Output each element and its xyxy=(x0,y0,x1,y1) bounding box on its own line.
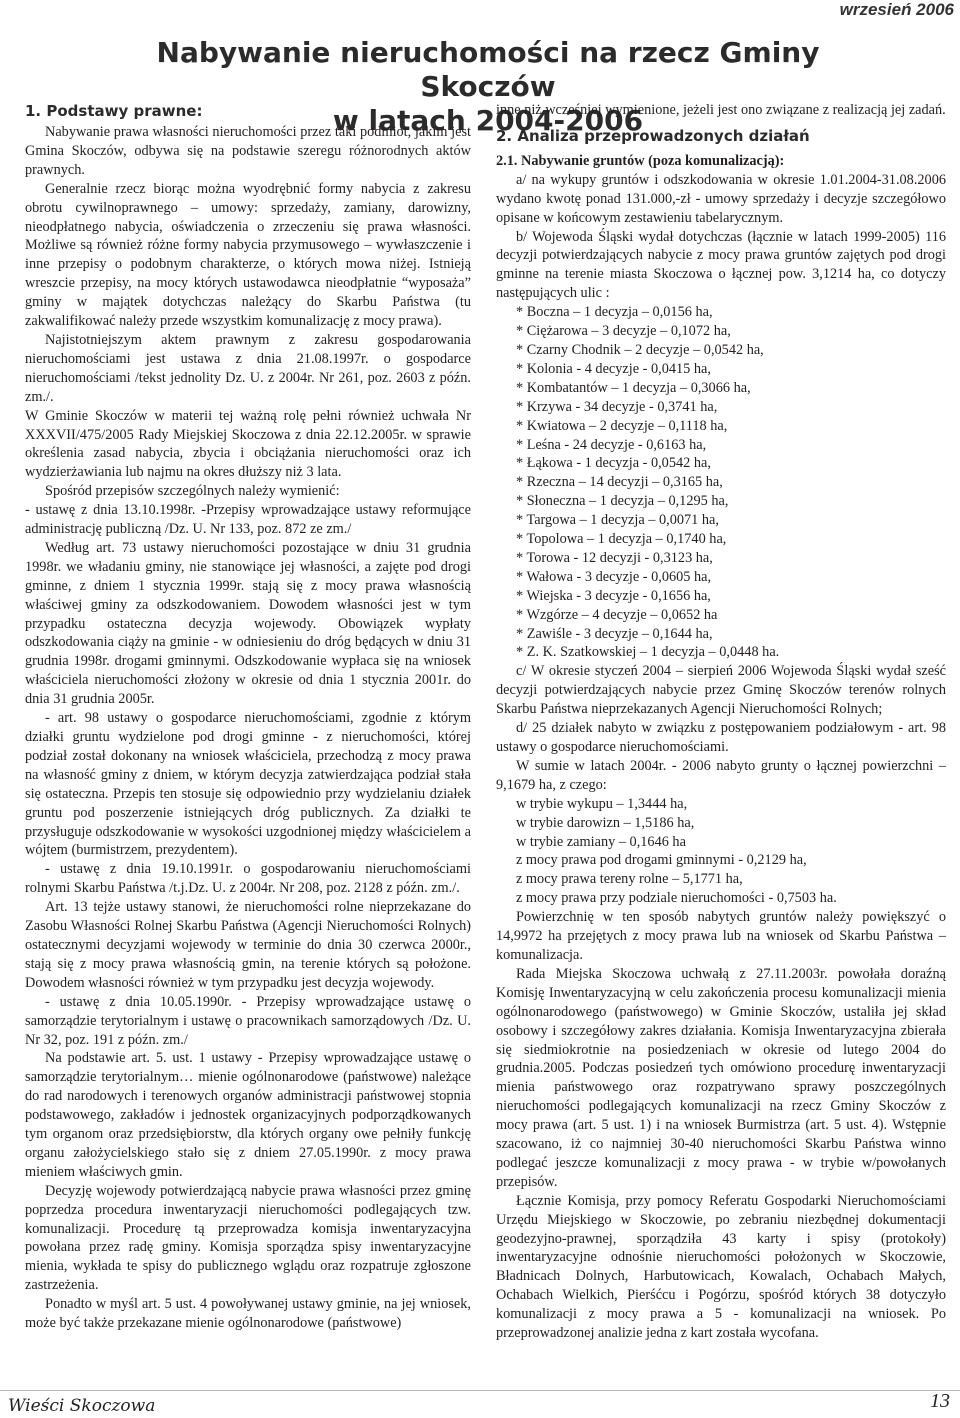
section-heading-2: 2. Analiza przeprowadzonych działań xyxy=(496,126,810,145)
right-column xyxy=(496,101,946,1343)
paragraph: Według art. 73 ustawy nieruchomości pozostające w dniu 31 grudnia 1998r. we władaniu gminy, nie stanowiące jej własności, a zajęte pod drogi gminne, z dniem 1 stycznia 1999r. stają się z mocy prawa własnością właściwej gminy za odszkodowaniem. Dowodem własności jest w tym przypadku ostateczna decyzja wojewody. Obowiązek wypłaty odszkodowania ciąży na gminie - w odniesieniu do dróg będących w dniu 31 grudnia 1998r. drogami gminnymi. Odszkodowanie wypłaca się na wniosek właściciela nieruchomości złożony w okresie od dnia 1 stycznia 2001r. do dnia 31 grudnia 2005r. xyxy=(25,539,471,708)
publication-logo: Wieści Skoczowa xyxy=(8,1396,156,1416)
paragraph: Ponadto w myśl art. 5 ust. 4 powoływanej ustawy gminie, na jej wniosek, może być także przekazane mienie ogólnonarodowe (państwowe) xyxy=(25,1296,471,1332)
list-item: * Wzgórze – 4 decyzje – 0,0652 ha xyxy=(516,606,718,623)
paragraph: W sumie w latach 2004r. - 2006 nabyto grunty o łącznej powierzchni – 9,1679 ha, z czego: xyxy=(496,757,946,793)
list-item: z mocy prawa pod drogami gminnymi - 0,2129 ha, xyxy=(516,852,807,869)
date-header: wrzesień 2006 xyxy=(839,0,954,19)
list-item: * Targowa – 1 decyzja – 0,0071 ha, xyxy=(516,512,719,529)
paragraph: c/ W okresie styczeń 2004 – sierpień 2006 Wojewoda Śląski wydał sześć decyzji potwierdzających nabycie przez Gminę Skoczów terenów rolnych Skarbu Państwa nieprzekazanych Agencji Nieruchomości Rolnych; xyxy=(496,663,946,718)
list-item: * Kolonia - 4 decyzje - 0,0415 ha, xyxy=(516,360,711,377)
paragraph: Łącznie Komisja, przy pomocy Referatu Gospodarki Nieruchomościami Urzędu Miejskiego w Skoczowie, po zebraniu niezbędnej dokumentacji geodezyjno-prawnej, sporządziła 43 karty i spisy (protokoły) inwentaryzacyjne odnośnie nieruchomości położonych w Skoczowie, Bładnicach Dolnych, Harbutowicach, Kowalach, Ochabach Małych, Ochabach Wielkich, Pierśćcu i Pogórzu, spośród których 38 dotyczyło komunalizacji z mocy prawa a 5 - komunalizacji na wniosek. Po przeprowadzonej analizie jedna z kart została wycofana. xyxy=(496,1192,946,1342)
list-item: * Kombatantów – 1 decyzja – 0,3066 ha, xyxy=(516,379,751,396)
paragraph: - art. 98 ustawy o gospodarce nieruchomościami, zgodnie z którym działki gruntu wydzielone pod drogi gminne - z nieruchomości, której podział został dokonany na wniosek właściciela, przechodzą z mocy prawa na własność gminy z dniem, w którym decyzja zatwierdzająca podział stała się ostateczna. Przepis ten stosuje się odpowiednio przy wydzielaniu działek gruntu pod poszerzenie istniejących dróg publicznych. Za działki te przysługuje odszkodowanie w wysokości uzgodnionej między właścicielem a wójtem (burmistrzem, prezydentem). xyxy=(25,710,471,859)
list-item: w trybie darowizn – 1,5186 ha, xyxy=(516,814,695,831)
paragraph: Decyzję wojewody potwierdzającą nabycie prawa własności przez gminę poprzedza procedura inwentaryzacji nieruchomości podlegających tzw. komunalizacji. Procedurę tą przeprowadza komisja inwentaryzacyjna powołana przez radę gminy. Komisja sporządza spisy inwentaryzacyjne mienia, wykłada te spisy do publicznego wglądu oraz rozpatruje zgłoszone zastrzeżenia. xyxy=(25,1182,471,1294)
paragraph: Najistotniejszym aktem prawnym z zakresu gospodarowania nieruchomościami jest ustawa z dnia 21.08.1997r. o gospodarce nieruchomościami /tekst jednolity Dz. U. z 2004r. Nr 261, poz. 2603 z późn. zm./. xyxy=(25,331,471,405)
list-item: * Topolowa – 1 decyzja – 0,1740 ha, xyxy=(516,531,727,548)
paragraph: Generalnie rzecz biorąc można wyodrębnić formy nabycia z zakresu obrotu cywilnoprawnego – umowy: sprzedaży, zamiany, darowizny, nieodpłatnego nabycia, oświadczenia o zrzeczeniu się prawa własności. Możliwe są również różne formy nabycia przymusowego – wywłaszczenie i inne przepisy o podobnym charakterze, o których mowa niżej. Istnieją wreszcie przepisy, na mocy których ustawodawca nieodpłatnie “wyposaża” gminy w majątek dotychczas należący do Skarbu Państwa (tu zakwalifikować należy przede wszystkim komunalizację z mocy prawa). xyxy=(25,180,471,330)
left-column xyxy=(25,101,471,1333)
section-heading-1: 1. Podstawy prawne: xyxy=(25,102,203,120)
list-item: w trybie wykupu – 1,3444 ha, xyxy=(516,795,688,812)
paragraph: W Gminie Skoczów w materii tej ważną rolę pełni również uchwała Nr XXXVII/475/2005 Rady Miejskiej Skoczowa z dnia 22.12.2005r. w sprawie określenia zasad nabycia, zbycia i obciążania nieruchomości oraz ich wydzierżawiania lub najmu na okres dłuższy niż 3 lata. xyxy=(25,407,471,481)
page-number: 13 xyxy=(930,1390,950,1412)
paragraph: - ustawę z dnia 19.10.1991r. o gospodarowaniu nieruchomościami rolnymi Skarbu Państwa /t.j.Dz. U. z 2004r. Nr 208, poz. 2128 z późn. zm./. xyxy=(25,861,471,897)
list-item: * Słoneczna – 1 decyzja – 0,1295 ha, xyxy=(516,493,729,510)
paragraph: Art. 13 tejże ustawy stanowi, że nieruchomości rolne nieprzekazane do Zasobu Własności Rolnej Skarbu Państwa (Agencji Nieruchomości Rolnych) ostatecznymi decyzjami wojewody w terminie do dnia 30 czerwca 2000r., stają się z mocy prawa własnością gmin, na terenie których są położone. Dowodem własności również w tym przypadku jest decyzja wojewody. xyxy=(25,899,471,991)
paragraph: a/ na wykupy gruntów i odszkodowania w okresie 1.01.2004-31.08.2006 wydano kwotę ponad 131.000,-zł - umowy sprzedaży i decyzje szczegółowo opisane w końcowym zestawieniu tabelarycznym. xyxy=(496,171,946,226)
list-item: * Ciężarowa – 3 decyzje – 0,1072 ha, xyxy=(516,323,731,340)
acquisition-mode-list xyxy=(496,795,946,908)
list-item: * Wałowa - 3 decyzje - 0,0605 ha, xyxy=(516,568,712,585)
list-item: * Czarny Chodnik – 2 decyzje – 0,0542 ha, xyxy=(516,341,764,358)
list-item: z mocy prawa tereny rolne – 5,1771 ha, xyxy=(516,871,743,888)
paragraph: - ustawę z dnia 13.10.1998r. -Przepisy wprowadzające ustawy reformujące administrację publiczną /Dz. U. Nr 133, poz. 872 ze zm./ xyxy=(25,502,471,538)
street-list xyxy=(496,303,946,662)
list-item: * Boczna – 1 decyzja – 0,0156 ha, xyxy=(516,304,713,321)
list-item: * Łąkowa - 1 decyzja - 0,0542 ha, xyxy=(516,455,711,472)
paragraph: Nabywanie prawa własności nieruchomości przez taki podmiot, jakim jest Gmina Skoczów, odbywa się na podstawie szeregu różnorodnych aktów prawnych. xyxy=(25,124,471,178)
paragraph: Na podstawie art. 5. ust. 1 ustawy - Przepisy wprowadzające ustawę o samorządzie terytorialnym… mienie ogólnonarodowe (państwowe) należące do rad narodowych i terenowych organów administracji państwowej stopnia podstawowego, zakładów i jednostek organizacyjnych podporządkowanych tym organom oraz przedsiębiorstw, dla których organy owe pełniły funkcję organu założycielskiego stało się z dniem 27.05.1990r. z mocy prawa mieniem właściwych gmin. xyxy=(25,1050,471,1180)
list-item: * Wiejska - 3 decyzje - 0,1656 ha, xyxy=(516,587,711,604)
list-item: z mocy prawa przy podziale nieruchomości - 0,7503 ha. xyxy=(516,890,837,907)
title-line-1: Nabywanie nieruchomości na rzecz Gminy Skoczów xyxy=(156,36,820,103)
paragraph: Spośród przepisów szczególnych należy wymienić: xyxy=(45,483,340,500)
list-item: * Zawiśle - 3 decyzje – 0,1644 ha, xyxy=(516,625,713,642)
paragraph: Rada Miejska Skoczowa uchwałą z 27.11.2003r. powołała doraźną Komisję Inwentaryzacyjną w celu zakończenia procesu komunalizacji mienia ogólnonarodowego (państwowego) w Gminie Skoczów, ustaliła jej skład osobowy i szczegółowy zakres działania. Komisja Inwentaryzacyjna zbierała się siedmiokrotnie na posiedzeniach w okresie od lutego 2004 do grudnia.2005. Podczas posiedzeń tych omówiono procedurę inwentaryzacji mienia państwowego oraz rozpatrywano sprawy poszczególnych nieruchomości podlegających komunalizacji na rzecz Gminy Skoczów z mocy prawa (art. 5 ust. 1) i na wniosek Burmistrza (art. 5 ust. 4). Wstępnie szacowano, iż co najmniej 30-40 nieruchomości Skarbu Państwa winno podlegać jeszcze komunalizacji z mocy prawa - w trybie w/powołanych przepisów. xyxy=(496,965,946,1190)
title-line-2: w latach 2004-2006 xyxy=(332,104,644,137)
list-item: w trybie zamiany – 0,1646 ha xyxy=(516,833,686,850)
list-item: * Z. K. Szatkowskiej – 1 decyzja – 0,0448 ha. xyxy=(516,644,780,661)
paragraph: d/ 25 działek nabyto w związku z postępowaniem podziałowym - art. 98 ustawy o gospodarce nieruchomościami. xyxy=(496,720,946,755)
paragraph: b/ Wojewoda Śląski wydał dotychczas (łącznie w latach 1999-2005) 116 decyzji potwierdzających nabycie z mocy prawa gruntów zajętych pod drogi gminne na terenie miasta Skoczowa o łącznej pow. 3,1214 ha, co dotyczy następujących ulic : xyxy=(496,228,946,302)
footer-line xyxy=(0,1390,960,1391)
paragraph: Powierzchnię w ten sposób nabytych gruntów należy powiększyć o 14,9972 ha przejętych z mocy prawa lub na wniosek od Skarbu Państwa – komunalizacja. xyxy=(496,909,946,963)
list-item: * Kwiatowa – 2 decyzje – 0,1118 ha, xyxy=(516,417,728,434)
list-item: * Rzeczna – 14 decyzji – 0,3165 ha, xyxy=(516,474,723,491)
subsection-heading: 2.1. Nabywanie gruntów (poza komunalizacją): xyxy=(496,152,785,169)
list-item: * Leśna - 24 decyzje - 0,6163 ha, xyxy=(516,436,707,453)
paragraph: - ustawę z dnia 10.05.1990r. - Przepisy wprowadzające ustawę o samorządzie terytorialnym i ustawę o pracownikach samorządowych /Dz. U. Nr 32, poz. 191 z późn. zm./ xyxy=(25,993,471,1048)
paragraph: inne niż wcześniej wymienione, jeżeli jest ono związane z realizacją jej zadań. xyxy=(496,102,946,118)
list-item: * Krzywa - 34 decyzje - 0,3741 ha, xyxy=(516,398,718,415)
list-item: * Torowa - 12 decyzji - 0,3123 ha, xyxy=(516,549,713,566)
